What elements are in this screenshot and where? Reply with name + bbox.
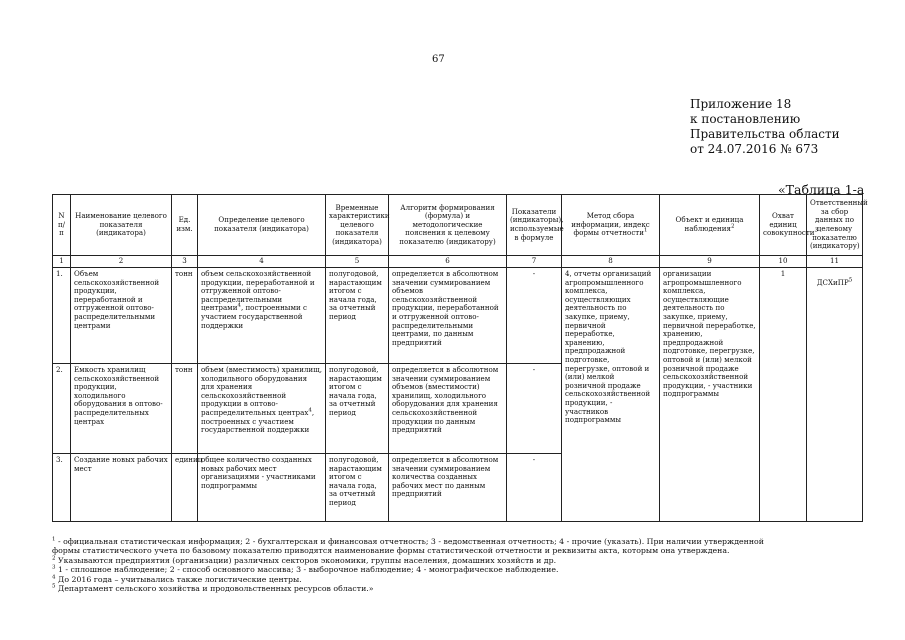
indicators-table (52, 194, 868, 522)
table-title: «Таблица 1-а (778, 182, 865, 197)
header-cell: Временные характеристики целевого показателя (индикатора) (326, 195, 389, 256)
column-number: 7 (507, 256, 562, 268)
responsible-cell (807, 268, 863, 522)
footnote (52, 556, 867, 565)
responsible-text: ДСХиПР (816, 277, 849, 287)
footnote-text: 1 - сплошное наблюдение; 2 - способ основного массива; 3 - выборочное наблюдение; 4 - монографическое наблюдение. (55, 565, 559, 575)
definition-tail: , построенными с участием государственной поддержки (201, 303, 307, 330)
algorithm-cell: определяется в абсолютном значении суммированием количества созданных рабочих мест по данным предприятий (389, 454, 507, 522)
indicator-name: Объем сельскохозяйственной продукции, переработанной и отгруженной оптово-распределительными центрами (71, 268, 172, 364)
column-number-row (53, 256, 863, 268)
footnote-ref: 2 (730, 223, 735, 230)
footnote (52, 537, 867, 546)
header-cell: Ответственный за сбор данных по целевому показателю (индикатору) (807, 195, 863, 256)
page-number: 67 (432, 54, 445, 65)
footnote-mark: 3 (52, 564, 56, 571)
indicators-cell: - (507, 454, 562, 522)
footnote-text: До 2016 года – учитывались также логистические центры. (55, 574, 302, 584)
column-number: 5 (326, 256, 389, 268)
header-cell (660, 195, 760, 256)
appendix-line: Правительства области (690, 127, 840, 141)
indicators-cell: - (507, 364, 562, 454)
header-cell: N п/п (53, 195, 71, 256)
footnote-ref: 4 (237, 303, 241, 310)
header-cell: Ед. изм. (172, 195, 198, 256)
footnote-text: формы статистического учета по базовому показателю приводятся наименование формы статистической отчетности и реквизиты акта, которым она утверждена. (52, 546, 730, 556)
algorithm-cell: определяется в абсолютном значении суммированием объемов сельскохозяйственной продукции, переработанной и отгруженной оптово-распределительными центрами, по данным предприятий (389, 268, 507, 364)
table-row (53, 268, 863, 364)
column-number: 9 (660, 256, 760, 268)
header-cell: Определение целевого показателя (индикатора) (198, 195, 326, 256)
header-text: Метод сбора информации, индекс формы отчетности (571, 211, 650, 238)
header-cell: Показатели (индикаторы), используемые в формуле (507, 195, 562, 256)
header-cell: Наименование целевого показателя (индикатора) (71, 195, 172, 256)
footnote (52, 575, 867, 584)
footnote-text: Указываются предприятия (организации) различных секторов экономики, группы населения, домашних хозяйств и др. (55, 555, 557, 565)
footnote (52, 584, 867, 593)
definition-text: объем (вместимость) хранилищ, холодильного оборудования для хранения сельскохозяйственной продукции в оптово-распределительных центрах (201, 365, 323, 417)
unit-cell: тонн (172, 364, 198, 454)
definition-text: объем сельскохозяйственной продукции, переработанной и отгруженной оптово-распределительными центрами (201, 269, 315, 313)
definition-cell (198, 268, 326, 364)
header-cell: Алгоритм формирования (формула) и методологические пояснения к целевому показателю (индикатору) (389, 195, 507, 256)
footnote-ref: 5 (848, 277, 853, 284)
footnote-ref: 3 (814, 227, 818, 234)
footnote-mark: 1 (52, 536, 56, 543)
time-cell: полугодовой, нарастающим итогом с начала года, за отчетный период (326, 454, 389, 522)
algorithm-cell: определяется в абсолютном значении суммированием объемов (вместимости) хранилищ, холодильного оборудования для хранения сельскохозяйственной продукции по данным предприятий (389, 364, 507, 454)
header-text: Охват единиц совокупности (763, 211, 815, 238)
footnote (52, 565, 867, 574)
footnote (52, 546, 867, 555)
unit-cell: единиц (172, 454, 198, 522)
footnote-mark: 4 (52, 574, 56, 581)
footnote-text: Департамент сельского хозяйства и продовольственных ресурсов области.» (55, 584, 374, 594)
definition-tail: , построенных с участием государственной поддержки (201, 407, 315, 435)
appendix-line: Приложение 18 (690, 97, 792, 111)
header-row (53, 195, 863, 256)
footnote-ref: 1 (643, 227, 648, 234)
column-number: 8 (562, 256, 660, 268)
indicator-name: Создание новых рабочих мест (71, 454, 172, 522)
footnote-mark: 2 (52, 555, 56, 562)
header-cell (760, 195, 818, 256)
footnote-text: - официальная статистическая информация; 2 - бухгалтерская и финансовая отчетность; 3 - ведомственная отчетность; 4 - прочие (указать). При наличии утвержденной (55, 537, 764, 546)
indicators-cell: - (507, 268, 562, 364)
column-number: 4 (198, 256, 326, 268)
row-number: 2. (53, 364, 71, 454)
footnote-ref: 4 (308, 407, 312, 414)
column-number: 1 (53, 256, 71, 268)
definition-cell (198, 364, 326, 454)
definition-text: общее количество созданных новых рабочих мест организациями - участниками подпрограммы (201, 455, 316, 490)
column-number: 10 (760, 256, 807, 268)
column-number: 11 (807, 256, 863, 268)
appendix-header (690, 97, 840, 157)
definition-cell (198, 454, 326, 522)
header-text: Объект и единица наблюдения (675, 215, 744, 233)
column-number: 3 (172, 256, 198, 268)
coverage-cell: 1 (760, 268, 807, 522)
row-number: 3. (53, 454, 71, 522)
object-cell: организации агропромышленного комплекса, осуществляющие деятельность по закупке, приему, первичной переработке, хранению, предпродажной подготовке, перегрузке, оптовой и (или) мелкой розничной продаже сельскохозяйственной продукции, - участники подпрограммы (660, 268, 760, 522)
method-cell: 4, отчеты организаций агропромышленного комплекса, осуществляющих деятельность по закупке, приему, первичной переработке, хранению, предпродажной подготовке, перегрузке, оптовой и (или) мелкой розничной продаже сельскохозяйственной продукции, - участников подпрограммы (562, 268, 660, 522)
column-number: 2 (71, 256, 172, 268)
time-cell: полугодовой, нарастающим итогом с начала года, за отчетный период (326, 364, 389, 454)
footnote-mark: 5 (52, 583, 56, 590)
appendix-line: от 24.07.2016 № 673 (690, 142, 819, 156)
unit-cell: тонн (172, 268, 198, 364)
indicator-name: Емкость хранилищ сельскохозяйственной продукции, холодильного оборудования в оптово-распределительных центрах (71, 364, 172, 454)
appendix-line: к постановлению (690, 112, 801, 126)
row-number: 1. (53, 268, 71, 364)
time-cell: полугодовой, нарастающим итогом с начала года, за отчетный период (326, 268, 389, 364)
footnotes (52, 537, 867, 593)
column-number: 6 (389, 256, 507, 268)
header-cell (562, 195, 660, 256)
